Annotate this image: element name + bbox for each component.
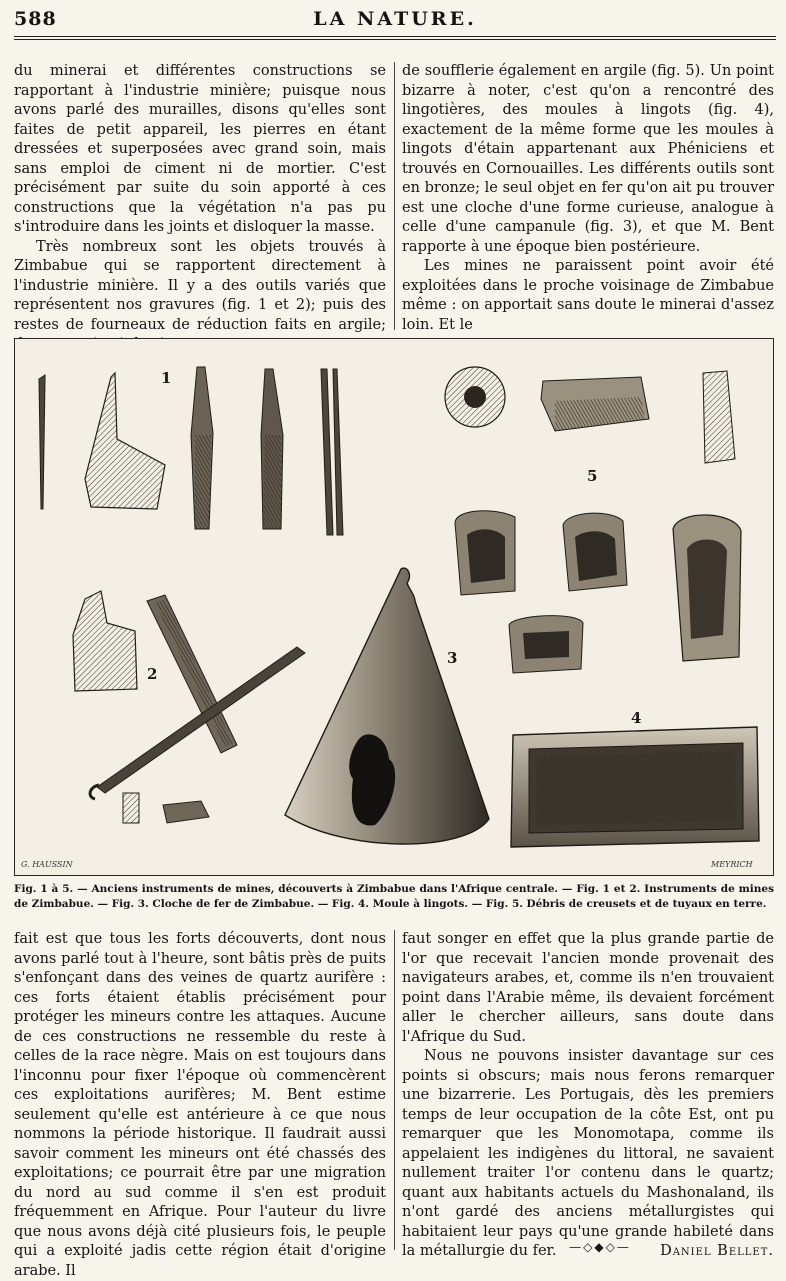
fig-1-tools	[39, 367, 343, 535]
paragraph: du minerai et différentes constructions se rapportant à l'industrie minière; puisque nous avons parlé des murailles, disons qu'elles sont faites de petit appareil, les pierres en étant dressées et superposées avec grand soin, mais sans emploi de ciment ni de mortier. C'est précisément par suite du soin apporté à ces constructions que la végétation n'a pas pu s'introduire dans les joints et disloquer la masse.	[14, 63, 386, 235]
figure-label-4: 4	[631, 709, 642, 727]
engraving-figure	[14, 338, 774, 876]
page-number: 588	[14, 8, 57, 30]
engraver-signature-right: MEYRICH	[711, 860, 753, 869]
paragraph: Très nombreux sont les objets trouvés à Zimbabue qui se rapportent directement à l'industrie minière. Il y a des outils variés que représentent nos gravures (fig. 1 et 2); puis des restes de fourneaux de réduction faits en argile;	[14, 238, 386, 333]
paragraph-text: Nous ne pouvons insister davantage sur ces points si obscurs; mais nous ferons remarquer une bizarrerie. Les Portugais, dès les premiers temps de leur occupation de la côte Est, ont pu remarquer que les Monomotapa, comme ils appelaient les indigènes du littoral, ne savaient nullement traiter l'or contenu dans le quartz; quant aux habitants actuels du Mashonaland, ils n'ont gardé des anciens métallurgistes qui habitaient leur pays qu'une grande habileté dans la métallurgie du fer.	[402, 1048, 774, 1259]
paragraph	[402, 1047, 774, 1262]
paragraph: faut songer en effet que la plus grande partie de l'or que recevait l'ancien monde provenait des navigateurs arabes, et, comme ils n'en trouvaient point dans l'Arabie même, ils devaient forcément aller le chercher ailleurs, sans doute dans l'Afrique du Sud.	[402, 931, 774, 1045]
paragraph: de soufflerie également en argile (fig. 5). Un point bizarre à noter, c'est qu'on a rencontré des lingotières, des moules à lingots (fig. 4), exactement de la même forme que les moules à lingots d'étain appartenant aux Phéniciens et trouvés en Cornouailles. Les différents outils sont en bronze; le seul objet en fer qu'on ait pu trouver est une cloche d'une forme curieuse, analogue à celle d'une campanule (fig. 3), et que M. Bent rapporte à une époque bien postérieure.	[402, 63, 774, 255]
column-divider	[394, 62, 395, 330]
engraving-illustration	[15, 339, 773, 875]
top-right-column	[402, 62, 774, 335]
bottom-right-column	[402, 930, 774, 1262]
paragraph: fait est que tous les forts découverts, dont nous avons parlé tout à l'heure, sont bâtis près de puits s'enfonçant dans des veines de quartz aurifère : ces forts étaient établis précisément pour protéger les mineurs contre les attaques. Aucune de ces constructions ne ressemble du reste à celles de la race nègre. Mais on est toujours dans l'inconnu pour fixer l'époque où commencèrent ces exploitations aurifères; M. Bent estime seulement qu'elle est antérieure à ce que nous nommons la période historique. Il faudrait aussi savoir comment les mineurs ont été chassés des exploitations; ce pourrait être par une migration du nord au sud comme il s'en est produit fréquemment en Afrique. Pour l'auteur du livre que nous avons déjà cité plusieurs fois, le peuple qui a exploité jadis cette région était d'origine arabe. Il	[14, 931, 386, 1279]
figure-caption: Fig. 1 à 5. — Anciens instruments de mines, découverts à Zimbabue dans l'Afrique centrale. — Fig. 1 et 2. Instruments de mines de Zimbabue. — Fig. 3. Cloche de fer de Zimbabue. — Fig. 4. Moule à lingots. — Fig. 5. Débris de creusets et de tuyaux en terre.	[14, 883, 774, 910]
figure-label-3: 3	[447, 649, 458, 667]
bottom-left-column	[14, 930, 386, 1281]
header-rule-bottom	[14, 39, 776, 40]
figure-label-2: 2	[147, 665, 158, 683]
fig-5-crucibles-and-tuyeres	[445, 367, 741, 673]
paragraph: Les mines ne paraissent point avoir été exploitées dans le proche voisinage de Zimbabue même : on apportait sans doute le minerai d'assez loin. Et le	[402, 258, 774, 333]
header-rule-top	[14, 36, 776, 37]
figure-label-1: 1	[161, 369, 172, 387]
page-header	[14, 8, 776, 36]
fig-4-ingot-mold	[511, 709, 759, 847]
engraver-signature-left: G. HAUSSIN	[21, 860, 73, 869]
author-signature: Daniel Bellet.	[660, 1243, 774, 1259]
fig-2-tools	[73, 591, 305, 823]
figure-label-5: 5	[587, 467, 598, 485]
column-divider	[394, 930, 395, 1250]
top-left-column	[14, 62, 386, 355]
fig-3-bell	[285, 568, 489, 844]
closing-ornament: —◇◆◇—	[569, 1240, 631, 1254]
running-title: LA NATURE.	[313, 8, 477, 30]
